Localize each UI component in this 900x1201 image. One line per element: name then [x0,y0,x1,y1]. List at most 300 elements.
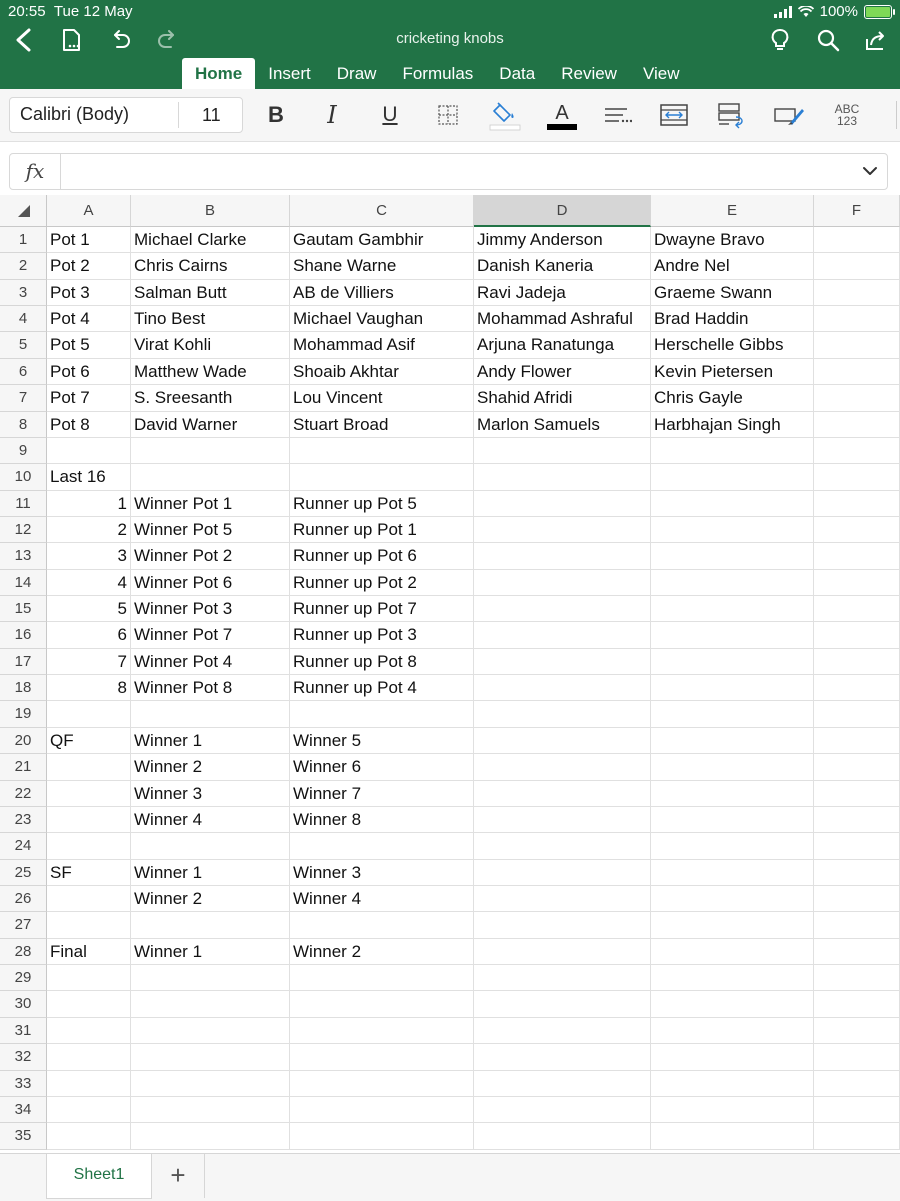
table-row [0,543,900,569]
cell-f13[interactable] [814,543,900,569]
cell-b19[interactable] [131,701,290,727]
cell-b24[interactable] [131,833,290,859]
cell-a27[interactable] [47,912,131,938]
row-header[interactable]: 24 [0,833,47,859]
row-header[interactable]: 10 [0,464,47,490]
cell-c30[interactable] [290,991,474,1017]
italic-button[interactable]: I [327,101,337,129]
cell-f5[interactable] [814,332,900,358]
cell-e18[interactable] [651,675,814,701]
cell-b15[interactable]: Winner Pot 3 [131,596,290,622]
cell-a14[interactable]: 4 [47,570,131,596]
fx-label: fx [10,154,61,189]
cell-c35[interactable] [290,1123,474,1149]
row-header[interactable]: 25 [0,860,47,886]
align-icon[interactable] [602,99,632,131]
cell-a7[interactable]: Pot 7 [47,385,131,411]
cell-e14[interactable] [651,570,814,596]
number-format-button[interactable]: ABC 123 [834,102,860,128]
table-row [0,596,900,622]
cell-a29[interactable] [47,965,131,991]
row-header[interactable]: 6 [0,359,47,385]
cell-d20[interactable] [474,728,651,754]
cell-c29[interactable] [290,965,474,991]
row-header[interactable]: 28 [0,939,47,965]
cell-e32[interactable] [651,1044,814,1070]
cell-b33[interactable] [131,1071,290,1097]
cell-f22[interactable] [814,781,900,807]
format-icon[interactable] [772,99,806,131]
cell-b17[interactable]: Winner Pot 4 [131,649,290,675]
cell-b10[interactable] [131,464,290,490]
row-header[interactable]: 12 [0,517,47,543]
cell-c6[interactable]: Shoaib Akhtar [290,359,474,385]
cell-d35[interactable] [474,1123,651,1149]
tab-insert[interactable]: Insert [268,64,311,83]
cell-a20[interactable]: QF [47,728,131,754]
row-header[interactable]: 34 [0,1097,47,1123]
cell-d6[interactable]: Andy Flower [474,359,651,385]
cell-f27[interactable] [814,912,900,938]
cell-e16[interactable] [651,622,814,648]
cell-c18[interactable]: Runner up Pot 4 [290,675,474,701]
column-header-d[interactable]: D [474,195,651,227]
cell-d34[interactable] [474,1097,651,1123]
cell-f33[interactable] [814,1071,900,1097]
share-icon[interactable] [862,26,890,54]
row-header[interactable]: 4 [0,306,47,332]
cell-b8[interactable]: David Warner [131,412,290,438]
cell-d26[interactable] [474,886,651,912]
cell-c34[interactable] [290,1097,474,1123]
cell-c12[interactable]: Runner up Pot 1 [290,517,474,543]
sheet-tab-bar [0,1153,900,1201]
cell-c14[interactable]: Runner up Pot 2 [290,570,474,596]
cell-d32[interactable] [474,1044,651,1070]
row-header[interactable]: 3 [0,280,47,306]
column-header-b[interactable]: B [131,195,290,227]
table-row [0,754,900,780]
row-header[interactable]: 23 [0,807,47,833]
cell-b21[interactable]: Winner 2 [131,754,290,780]
cell-f11[interactable] [814,491,900,517]
cell-c26[interactable]: Winner 4 [290,886,474,912]
cell-b20[interactable]: Winner 1 [131,728,290,754]
cell-b23[interactable]: Winner 4 [131,807,290,833]
cell-b32[interactable] [131,1044,290,1070]
cell-d7[interactable]: Shahid Afridi [474,385,651,411]
cell-d12[interactable] [474,517,651,543]
cell-b13[interactable]: Winner Pot 2 [131,543,290,569]
document-title: cricketing knobs [396,30,504,47]
cell-c17[interactable]: Runner up Pot 8 [290,649,474,675]
cell-c21[interactable]: Winner 6 [290,754,474,780]
cell-a19[interactable] [47,701,131,727]
cell-c31[interactable] [290,1018,474,1044]
tab-formulas[interactable]: Formulas [402,64,474,83]
table-row [0,359,900,385]
sheet-tab-sheet1[interactable]: Sheet1 [46,1154,152,1199]
cell-c8[interactable]: Stuart Broad [290,412,474,438]
cell-d25[interactable] [474,860,651,886]
font-picker[interactable] [9,97,243,133]
cell-a12[interactable]: 2 [47,517,131,543]
cell-a8[interactable]: Pot 8 [47,412,131,438]
column-header-e[interactable]: E [651,195,814,227]
cell-c15[interactable]: Runner up Pot 7 [290,596,474,622]
cell-d16[interactable] [474,622,651,648]
cell-f18[interactable] [814,675,900,701]
row-header[interactable]: 18 [0,675,47,701]
chevron-down-icon[interactable] [861,162,879,180]
cell-c10[interactable] [290,464,474,490]
cell-b5[interactable]: Virat Kohli [131,332,290,358]
cell-a15[interactable]: 5 [47,596,131,622]
cell-f24[interactable] [814,833,900,859]
cell-a21[interactable] [47,754,131,780]
row-header[interactable]: 14 [0,570,47,596]
cell-e3[interactable]: Graeme Swann [651,280,814,306]
row-header[interactable]: 16 [0,622,47,648]
tab-draw[interactable]: Draw [336,64,377,83]
cell-c28[interactable]: Winner 2 [290,939,474,965]
cell-e28[interactable] [651,939,814,965]
table-row [0,965,900,991]
tab-view[interactable]: View [642,64,680,83]
cell-b9[interactable] [131,438,290,464]
cell-a28[interactable]: Final [47,939,131,965]
cell-b11[interactable]: Winner Pot 1 [131,491,290,517]
cell-a2[interactable]: Pot 2 [47,253,131,279]
cell-e35[interactable] [651,1123,814,1149]
cell-c1[interactable]: Gautam Gambhir [290,227,474,253]
cell-c33[interactable] [290,1071,474,1097]
borders-icon[interactable] [434,99,462,131]
spreadsheet-grid[interactable] [0,195,900,1153]
cell-d17[interactable] [474,649,651,675]
cell-b25[interactable]: Winner 1 [131,860,290,886]
cell-b18[interactable]: Winner Pot 8 [131,675,290,701]
cell-d33[interactable] [474,1071,651,1097]
cell-b34[interactable] [131,1097,290,1123]
search-icon[interactable] [814,26,842,54]
cell-b6[interactable]: Matthew Wade [131,359,290,385]
row-header[interactable]: 11 [0,491,47,517]
cell-b26[interactable]: Winner 2 [131,886,290,912]
row-header[interactable]: 17 [0,649,47,675]
cell-f31[interactable] [814,1018,900,1044]
cell-f28[interactable] [814,939,900,965]
cell-f3[interactable] [814,280,900,306]
cell-e15[interactable] [651,596,814,622]
table-row [0,517,900,543]
row-header[interactable]: 32 [0,1044,47,1070]
cell-a6[interactable]: Pot 6 [47,359,131,385]
cell-f34[interactable] [814,1097,900,1123]
cell-d15[interactable] [474,596,651,622]
row-header[interactable]: 35 [0,1123,47,1149]
cell-f10[interactable] [814,464,900,490]
cell-a5[interactable]: Pot 5 [47,332,131,358]
cell-e6[interactable]: Kevin Pietersen [651,359,814,385]
row-header[interactable]: 21 [0,754,47,780]
cell-c32[interactable] [290,1044,474,1070]
cell-f29[interactable] [814,965,900,991]
cell-b27[interactable] [131,912,290,938]
column-header-f[interactable]: F [814,195,900,227]
cell-f20[interactable] [814,728,900,754]
status-bar [8,2,892,22]
cell-e5[interactable]: Herschelle Gibbs [651,332,814,358]
cell-f17[interactable] [814,649,900,675]
cell-e19[interactable] [651,701,814,727]
cell-e13[interactable] [651,543,814,569]
cell-d24[interactable] [474,833,651,859]
cell-a35[interactable] [47,1123,131,1149]
font-size[interactable]: 11 [202,105,221,125]
row-header[interactable]: 5 [0,332,47,358]
cell-e30[interactable] [651,991,814,1017]
cell-b29[interactable] [131,965,290,991]
cell-b12[interactable]: Winner Pot 5 [131,517,290,543]
cell-d8[interactable]: Marlon Samuels [474,412,651,438]
cell-e31[interactable] [651,1018,814,1044]
cell-d21[interactable] [474,754,651,780]
row-header[interactable]: 27 [0,912,47,938]
cell-d23[interactable] [474,807,651,833]
font-color-icon[interactable] [545,99,579,131]
cell-d27[interactable] [474,912,651,938]
cell-f9[interactable] [814,438,900,464]
cell-d30[interactable] [474,991,651,1017]
cell-d4[interactable]: Mohammad Ashraful [474,306,651,332]
cell-e12[interactable] [651,517,814,543]
cell-a30[interactable] [47,991,131,1017]
cell-f1[interactable] [814,227,900,253]
row-header[interactable]: 7 [0,385,47,411]
cell-d5[interactable]: Arjuna Ranatunga [474,332,651,358]
cell-a31[interactable] [47,1018,131,1044]
row-header[interactable]: 13 [0,543,47,569]
cell-e22[interactable] [651,781,814,807]
font-name[interactable]: Calibri (Body) [20,104,130,124]
cell-d3[interactable]: Ravi Jadeja [474,280,651,306]
cell-b22[interactable]: Winner 3 [131,781,290,807]
cell-a18[interactable]: 8 [47,675,131,701]
cell-b35[interactable] [131,1123,290,1149]
tab-review[interactable]: Review [561,64,617,83]
cell-f30[interactable] [814,991,900,1017]
cell-a24[interactable] [47,833,131,859]
row-header[interactable]: 31 [0,1018,47,1044]
cell-c16[interactable]: Runner up Pot 3 [290,622,474,648]
cell-e23[interactable] [651,807,814,833]
cell-d29[interactable] [474,965,651,991]
underline-button[interactable]: U [382,103,398,126]
column-header-a[interactable]: A [47,195,131,227]
row-header[interactable]: 15 [0,596,47,622]
cell-b30[interactable] [131,991,290,1017]
cell-e1[interactable]: Dwayne Bravo [651,227,814,253]
cell-c22[interactable]: Winner 7 [290,781,474,807]
cell-e21[interactable] [651,754,814,780]
cell-f7[interactable] [814,385,900,411]
cell-f32[interactable] [814,1044,900,1070]
cell-e11[interactable] [651,491,814,517]
row-header[interactable]: 29 [0,965,47,991]
cell-e27[interactable] [651,912,814,938]
formula-bar[interactable] [9,153,888,190]
cell-d22[interactable] [474,781,651,807]
row-header[interactable]: 30 [0,991,47,1017]
cell-e25[interactable] [651,860,814,886]
tab-home[interactable]: Home [182,58,255,89]
cell-c25[interactable]: Winner 3 [290,860,474,886]
cell-d9[interactable] [474,438,651,464]
cell-a13[interactable]: 3 [47,543,131,569]
cell-a4[interactable]: Pot 4 [47,306,131,332]
cell-f4[interactable] [814,306,900,332]
ribbon-divider [896,101,897,129]
table-row [0,939,900,965]
table-row [0,912,900,938]
cell-a3[interactable]: Pot 3 [47,280,131,306]
app-header [0,0,900,89]
cell-e2[interactable]: Andre Nel [651,253,814,279]
cell-f25[interactable] [814,860,900,886]
cell-d11[interactable] [474,491,651,517]
merge-icon[interactable] [658,99,690,131]
cell-c20[interactable]: Winner 5 [290,728,474,754]
cell-d10[interactable] [474,464,651,490]
cell-d1[interactable]: Jimmy Anderson [474,227,651,253]
add-sheet-button[interactable]: + [152,1154,205,1198]
cell-a22[interactable] [47,781,131,807]
row-header[interactable]: 33 [0,1071,47,1097]
cell-b4[interactable]: Tino Best [131,306,290,332]
cell-c2[interactable]: Shane Warne [290,253,474,279]
cell-d19[interactable] [474,701,651,727]
cell-a25[interactable]: SF [47,860,131,886]
table-row [0,833,900,859]
cell-e7[interactable]: Chris Gayle [651,385,814,411]
cell-a17[interactable]: 7 [47,649,131,675]
cell-e33[interactable] [651,1071,814,1097]
wrap-text-icon[interactable] [716,99,748,131]
row-header[interactable]: 1 [0,227,47,253]
cell-f6[interactable] [814,359,900,385]
cell-a10[interactable]: Last 16 [47,464,131,490]
cell-f21[interactable] [814,754,900,780]
bold-button[interactable]: B [268,102,284,127]
cell-c13[interactable]: Runner up Pot 6 [290,543,474,569]
cell-e26[interactable] [651,886,814,912]
column-header-c[interactable]: C [290,195,474,227]
cell-a26[interactable] [47,886,131,912]
row-header[interactable]: 20 [0,728,47,754]
cell-f2[interactable] [814,253,900,279]
cell-e20[interactable] [651,728,814,754]
cell-f8[interactable] [814,412,900,438]
select-all-corner[interactable] [0,195,47,227]
cell-a16[interactable]: 6 [47,622,131,648]
cell-b14[interactable]: Winner Pot 6 [131,570,290,596]
row-header[interactable]: 22 [0,781,47,807]
cell-c19[interactable] [290,701,474,727]
cell-f35[interactable] [814,1123,900,1149]
cell-c23[interactable]: Winner 8 [290,807,474,833]
cell-c11[interactable]: Runner up Pot 5 [290,491,474,517]
cell-f26[interactable] [814,886,900,912]
cell-d2[interactable]: Danish Kaneria [474,253,651,279]
cell-b16[interactable]: Winner Pot 7 [131,622,290,648]
lightbulb-icon[interactable] [766,26,794,54]
table-row [0,570,900,596]
cell-b31[interactable] [131,1018,290,1044]
row-header[interactable]: 2 [0,253,47,279]
cell-e34[interactable] [651,1097,814,1123]
cell-b7[interactable]: S. Sreesanth [131,385,290,411]
table-row [0,412,900,438]
fill-color-icon[interactable] [488,99,522,131]
cell-c4[interactable]: Michael Vaughan [290,306,474,332]
row-header[interactable]: 8 [0,412,47,438]
tab-data[interactable]: Data [499,64,536,83]
cell-f23[interactable] [814,807,900,833]
cell-a32[interactable] [47,1044,131,1070]
cell-a33[interactable] [47,1071,131,1097]
cell-b1[interactable]: Michael Clarke [131,227,290,253]
cell-f19[interactable] [814,701,900,727]
cell-a23[interactable] [47,807,131,833]
cell-b3[interactable]: Salman Butt [131,280,290,306]
cell-d13[interactable] [474,543,651,569]
cell-f14[interactable] [814,570,900,596]
table-row [0,438,900,464]
cell-a9[interactable] [47,438,131,464]
cell-b28[interactable]: Winner 1 [131,939,290,965]
cell-d18[interactable] [474,675,651,701]
cell-c9[interactable] [290,438,474,464]
cell-d31[interactable] [474,1018,651,1044]
row-header[interactable]: 9 [0,438,47,464]
cell-e4[interactable]: Brad Haddin [651,306,814,332]
cell-e29[interactable] [651,965,814,991]
cell-d14[interactable] [474,570,651,596]
cell-a1[interactable]: Pot 1 [47,227,131,253]
cell-e9[interactable] [651,438,814,464]
cell-c3[interactable]: AB de Villiers [290,280,474,306]
cell-e17[interactable] [651,649,814,675]
cell-c7[interactable]: Lou Vincent [290,385,474,411]
row-header[interactable]: 26 [0,886,47,912]
row-header[interactable]: 19 [0,701,47,727]
cell-d28[interactable] [474,939,651,965]
cell-c5[interactable]: Mohammad Asif [290,332,474,358]
cell-e24[interactable] [651,833,814,859]
cell-b2[interactable]: Chris Cairns [131,253,290,279]
table-row [0,1123,900,1149]
cell-f16[interactable] [814,622,900,648]
cell-a34[interactable] [47,1097,131,1123]
cell-a11[interactable]: 1 [47,491,131,517]
cell-e10[interactable] [651,464,814,490]
cell-c27[interactable] [290,912,474,938]
cell-f15[interactable] [814,596,900,622]
cell-f12[interactable] [814,517,900,543]
cell-e8[interactable]: Harbhajan Singh [651,412,814,438]
cell-c24[interactable] [290,833,474,859]
